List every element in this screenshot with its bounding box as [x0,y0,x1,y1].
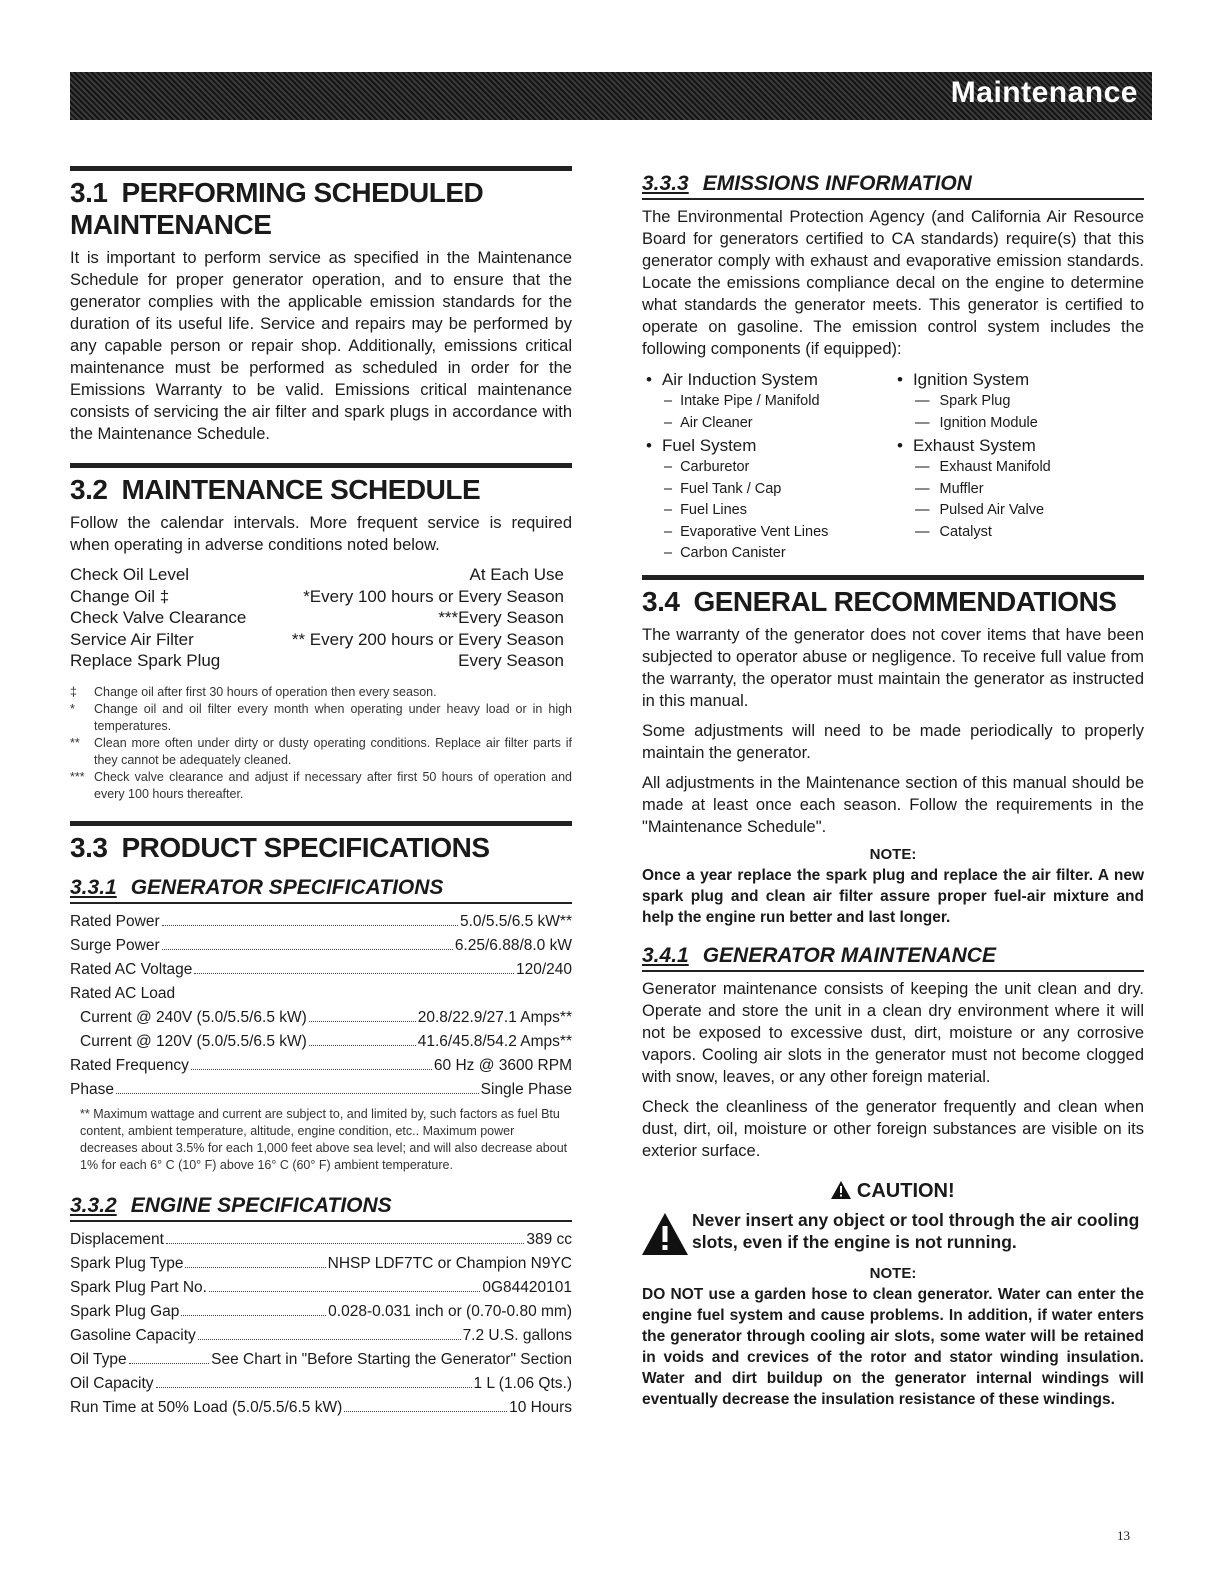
section-3-1-heading [70,166,572,241]
schedule-task: Check Oil Level [70,565,190,584]
spec-label: Oil Capacity [70,1374,154,1392]
leader-dots [162,925,458,926]
note-title: NOTE: [869,1264,917,1282]
note-body: Once a year replace the spark plug and replace the air filter. A new spark plug and clean air filter assure proper fuel-air mixture and help the engine run better and last longer. [642,866,1144,926]
leader-dots [209,1291,480,1292]
page-number: 13 [1117,1528,1130,1543]
spec-label: Rated AC Load [70,984,176,1002]
spec-value: 60 Hz @ 3600 RPM [433,1056,572,1074]
spec-value: 389 cc [526,1230,572,1248]
footnote [70,735,572,769]
recommendations-p2: Some adjustments will need to be made periodically to properly maintain the generator. [642,721,1144,762]
generator-spec-footnote: ** Maximum wattage and current are subject to, and limited by, such factors as fuel Btu content, ambient temperature, altitude, engine condition, etc.. Maximum power decreases about 3.5% for each 1,000 feet above sea level; and will also decrease about 1% for each 6° C (10° F) above 16° C (60° F) ambient temperature. [80,1106,568,1172]
spec-row [70,1054,572,1078]
leader-dots [162,949,453,950]
schedule-interval: ***Every Season [438,608,564,627]
spec-value: 1 L (1.06 Qts.) [473,1374,572,1392]
spec-label: Phase [70,1080,114,1098]
leader-dots [185,1267,325,1268]
leader-dots [309,1021,416,1022]
component-item: – Fuel Tank / Cap [642,479,893,501]
footnote-mark: *** [70,769,85,784]
subsection-title: EMISSIONS INFORMATION [702,172,972,195]
section-number: 3.1 [70,177,108,208]
maintenance-schedule-table [70,564,572,672]
table-row [70,564,572,586]
footnote [70,769,572,803]
section-number: 3.3 [70,831,108,863]
leader-dots [309,1045,416,1046]
left-column [70,166,572,1420]
spec-row [70,1324,572,1348]
leader-dots [198,1339,461,1340]
component-item: — Spark Plug [893,391,1144,413]
spec-row [70,1252,572,1276]
schedule-task: Service Air Filter [70,629,194,649]
emission-components [642,368,1144,565]
caution-heading [642,1180,1144,1203]
recommendations-p1: The warranty of the generator does not cover items that have been subjected to operator abuse or negligence. To receive full value from the warranty, the operator must maintain the generator as instructed in this manual. [642,625,1144,710]
subsection-number: 3.3.2 [70,1193,117,1217]
leader-dots [191,1069,432,1070]
spec-row [70,1300,572,1324]
header-banner [70,72,1152,120]
spec-label: Current @ 240V (5.0/5.5/6.5 kW) [80,1008,307,1026]
recommendations-p3: All adjustments in the Maintenance section of this manual should be made at least once each season. Follow the requirements in the "Maintenance Schedule". [642,773,1144,836]
spec-label: Run Time at 50% Load (5.0/5.5/6.5 kW) [70,1398,343,1416]
components-left [642,368,893,565]
note-title: NOTE: [869,845,917,863]
spec-row [70,934,572,958]
spec-label: Rated AC Voltage [70,960,193,978]
spec-value: 0.028-0.031 inch or (0.70-0.80 mm) [328,1302,572,1320]
table-row [70,586,572,608]
schedule-interval: ** Every 200 hours or Every Season [291,629,564,649]
component-item: — Catalyst [893,522,1144,544]
schedule-interval: Every Season [458,651,564,670]
warning-triangle-icon [642,1213,688,1255]
schedule-task: Check Valve Clearance [70,608,247,627]
section-3-1-body: It is important to perform service as specified in the Maintenance Schedule for proper generator operation, and to ensure that the generator complies with the applicable emission standards for the duration of its useful life. Service and repairs may be performed by any capable person or repair shop. Additionally, emissions critical maintenance must be performed as scheduled in order for the Emissions Warranty to be valid. Emissions critical maintenance consists of servicing the air filter and spark plugs in accordance with the Maintenance Schedule. [70,249,572,443]
section-3-4-heading [642,575,1144,618]
subsection-3-3-1-heading [70,876,572,904]
component-item: — Pulsed Air Valve [893,500,1144,522]
leader-dots [181,1315,326,1316]
subsection-title: GENERATOR MAINTENANCE [702,943,996,967]
spec-value: Single Phase [480,1080,572,1098]
footnote-text: Clean more often under dirty or dusty operating conditions. Replace air filter parts if they cannot be adequately cleaned. [94,735,572,767]
subsection-3-3-2-heading [70,1194,572,1222]
subsection-3-3-3-heading [642,172,1144,200]
spec-row [70,1228,572,1252]
component-group-title: • Exhaust System [893,434,1144,457]
section-3-3-heading [70,821,572,864]
leader-dots [166,1243,524,1244]
leader-dots [129,1363,210,1364]
section-title: MAINTENANCE SCHEDULE [121,474,481,505]
caution-text: Never insert any object or tool through the air cooling slots, even if the engine is not running. [692,1209,1140,1252]
emissions-body: The Environmental Protection Agency (and California Air Resource Board for generators certified to CA standards) require(s) that this generator comply with exhaust and evaporative emission standards. Locate the emissions compliance decal on the engine to determine what standards the generator meets. This generator is certified to operate on gasoline. The emission control system includes the following components (if equipped): [642,208,1144,358]
section-3-2-heading [70,463,572,506]
component-item: – Carbon Canister [642,543,893,565]
component-item: — Ignition Module [893,413,1144,435]
engine-spec-list [70,1228,572,1420]
subsection-number: 3.4.1 [642,943,689,967]
component-item: — Muffler [893,479,1144,501]
banner-title: Maintenance [950,76,1138,109]
spec-row [70,1078,572,1102]
footnote [70,701,572,735]
generator-maintenance-p1: Generator maintenance consists of keeping the unit clean and dry. Operate and store the unit in a clean dry environment where it will not be exposed to excessive dust, dirt, moisture or any corrosive vapors. Cooling air slots in the generator must not become clogged with snow, leaves, or any other foreign material. [642,979,1144,1086]
spec-value: NHSP LDF7TC or Champion N9YC [327,1254,572,1272]
subsection-title: ENGINE SPECIFICATIONS [130,1193,392,1217]
spec-row [70,982,572,1006]
spec-value: 20.8/22.9/27.1 Amps** [417,1008,572,1026]
leader-dots [194,973,514,974]
spec-row [70,1396,572,1420]
spec-row [70,1030,572,1054]
table-row [70,650,572,672]
footnote-mark: * [70,701,75,716]
spec-row [70,1276,572,1300]
spec-row [70,910,572,934]
spec-label: Displacement [70,1230,164,1248]
spec-row [70,958,572,982]
schedule-task: Change Oil ‡ [70,586,170,606]
section-3-2-intro: Follow the calendar intervals. More frequent service is required when operating in adverse conditions noted below. [70,514,572,554]
subsection-3-4-1-heading [642,944,1144,972]
spec-value: 41.6/45.8/54.2 Amps** [417,1032,572,1050]
caution-box [642,1209,1144,1255]
schedule-task: Replace Spark Plug [70,651,221,670]
spec-value: 120/240 [515,960,572,978]
component-group-title: • Ignition System [893,368,1144,391]
subsection-number: 3.3.3 [642,172,689,195]
table-row [70,629,572,651]
component-group-title: • Air Induction System [642,368,893,391]
section-number: 3.4 [642,585,680,617]
spec-value: See Chart in "Before Starting the Generator" Section [211,1350,572,1368]
component-group-title: • Fuel System [642,434,893,457]
spec-label: Rated Power [70,912,160,930]
spec-label: Spark Plug Type [70,1254,184,1272]
leader-dots [156,1387,472,1388]
section-title: GENERAL RECOMMENDATIONS [693,585,1117,617]
schedule-interval: *Every 100 hours or Every Season [303,586,564,606]
footnote-text: Change oil after first 30 hours of operation then every season. [94,684,437,699]
component-item: — Exhaust Manifold [893,457,1144,479]
spec-label: Current @ 120V (5.0/5.5/6.5 kW) [80,1032,307,1050]
spec-value: 5.0/5.5/6.5 kW** [459,912,572,930]
schedule-footnotes [70,684,572,803]
spec-value: 6.25/6.88/8.0 kW [454,936,572,954]
component-item: – Carburetor [642,457,893,479]
spec-label: Oil Type [70,1350,127,1368]
footnote-text: Change oil and oil filter every month when operating under heavy load or in high temperatures. [94,701,572,733]
footnote [70,684,572,701]
generator-spec-list [70,910,572,1174]
leader-dots [344,1411,507,1412]
component-item: – Fuel Lines [642,500,893,522]
schedule-interval: At Each Use [469,565,564,584]
component-item: – Air Cleaner [642,413,893,435]
section-number: 3.2 [70,474,108,505]
spec-row [70,1372,572,1396]
spec-value: 7.2 U.S. gallons [462,1326,572,1344]
spec-label: Rated Frequency [70,1056,189,1074]
component-item: – Evaporative Vent Lines [642,522,893,544]
spec-value: 0G84420101 [482,1278,572,1296]
components-right [893,368,1144,565]
spec-value: 10 Hours [509,1398,572,1416]
generator-maintenance-p2: Check the cleanliness of the generator frequently and clean when dust, dirt, oil, moisture or other foreign substances are visible on its exterior surface. [642,1097,1144,1160]
subsection-number: 3.3.1 [70,875,117,899]
component-item: – Intake Pipe / Manifold [642,391,893,413]
spec-row [70,1006,572,1030]
caution-title: CAUTION! [856,1179,955,1202]
spec-label: Spark Plug Part No. [70,1278,207,1296]
spec-label: Spark Plug Gap [70,1302,180,1320]
leader-dots [116,1093,479,1094]
spec-label: Surge Power [70,936,160,954]
table-row [70,607,572,629]
footnote-text: Check valve clearance and adjust if necessary after first 50 hours of operation and every 100 hours thereafter. [94,769,572,801]
footnote-mark: ‡ [70,684,77,699]
section-title: PERFORMING SCHEDULED MAINTENANCE [70,177,484,240]
spec-label: Gasoline Capacity [70,1326,196,1344]
subsection-title: GENERATOR SPECIFICATIONS [130,875,444,899]
spec-row [70,1348,572,1372]
warning-triangle-icon [831,1181,851,1199]
right-column [642,172,1144,1418]
section-title: PRODUCT SPECIFICATIONS [121,831,490,863]
footnote-mark: ** [70,735,80,750]
note-body: DO NOT use a garden hose to clean generator. Water can enter the engine fuel system and cause problems. In addition, if water enters the generator through cooling air slots, some water will be retained in voids and crevices of the rotor and stator winding insulation. Water and dirt buildup on the generator internal windings will eventually decrease the insulation resistance of these windings. [642,1285,1144,1408]
